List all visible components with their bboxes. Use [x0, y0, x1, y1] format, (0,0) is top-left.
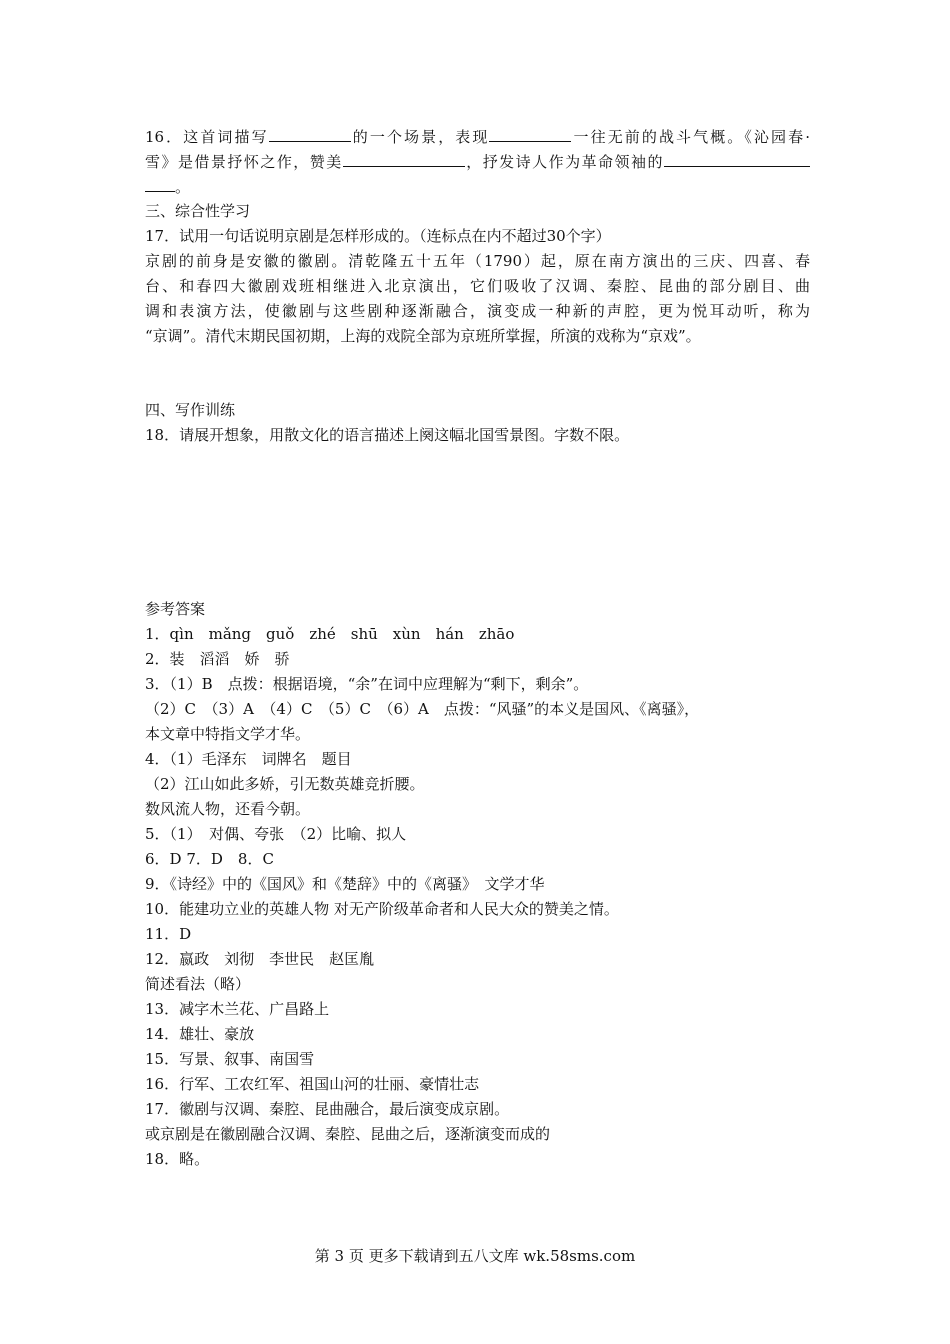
answer-line: 2．装 滔滔 娇 骄: [145, 650, 290, 668]
q17-passage-line: 台、和春四大徽剧戏班相继进入北京演出，它们吸收了汉调、秦腔、昆曲的部分剧目、曲: [145, 277, 810, 295]
q17-passage-line: 调和表演方法，使徽剧与这些剧种逐渐融合，演变成一种新的声腔，更为悦耳动听，称为: [145, 302, 810, 320]
question-16: [145, 124, 810, 199]
blank-praise: [343, 149, 465, 167]
answer-line: 4．（1）毛泽东 词牌名 题目: [145, 750, 352, 768]
q17-question: 17．试用一句话说明京剧是怎样形成的。（连标点在内不超过30个字）: [145, 227, 611, 245]
q16-line-3: 。: [145, 174, 810, 199]
section-4-heading: 四、写作训练: [145, 401, 236, 419]
blank-spirit: [489, 124, 571, 142]
section-4: [145, 398, 810, 448]
answer-line: 11．D: [145, 925, 192, 943]
q18-question: 18．请展开想象，用散文化的语言描述上阕这幅北国雪景图。字数不限。: [145, 426, 630, 444]
blank-feeling: [664, 149, 810, 167]
answer-line: 10．能建功立业的英雄人物 对无产阶级革命者和人民大众的赞美之情。: [145, 900, 619, 918]
answer-line: 数风流人物，还看今朝。: [145, 800, 311, 818]
answers-section: [145, 597, 810, 1172]
answer-line: 16．行军、工农红军、祖国山河的壮丽、豪情壮志: [145, 1075, 480, 1093]
blank-scene: [269, 124, 351, 142]
answers-heading: 参考答案: [145, 600, 206, 618]
answer-line: 13．减字木兰花、广昌路上: [145, 1000, 330, 1018]
section-3: [145, 199, 810, 349]
answer-line: 18．略。: [145, 1150, 210, 1168]
answer-line: 14．雄壮、豪放: [145, 1025, 255, 1043]
section-3-heading: 三、综合性学习: [145, 202, 251, 220]
answer-line: 12．嬴政 刘彻 李世民 赵匡胤: [145, 950, 375, 968]
answer-line: 5．（1） 对偶、夸张 （2）比喻、拟人: [145, 825, 407, 843]
page-footer: 第 3 页 更多下载请到五八文库 wk.58sms.com: [314, 1247, 636, 1265]
answer-line: （2）C （3）A （4）C （5）C （6）A 点拨：“风骚”的本义是国风、《离骚》，: [145, 700, 700, 718]
answer-line: 3．（1）B 点拨：根据语境，“余”在词中应理解为“剩下，剩余”。: [145, 675, 589, 693]
q16-line-1: 16．这首词描写 的一个场景，表现 一往无前的战斗气概。《沁园春·: [145, 124, 810, 149]
q17-passage-line: 京剧的前身是安徽的徽剧。清乾隆五十五年（1790）起，原在南方演出的三庆、四喜、春: [145, 252, 810, 270]
answer-line: （2）江山如此多娇，引无数英雄竞折腰。: [145, 775, 425, 793]
answer-line: 9．《诗经》中的《国风》和《楚辞》中的《离骚》 文学才华: [145, 875, 545, 893]
answer-line: 或京剧是在徽剧融合汉调、秦腔、昆曲之后，逐渐演变而成的: [145, 1125, 551, 1143]
blank-feeling-cont: [145, 174, 175, 192]
answer-line: 6．D 7．D 8．C: [145, 850, 274, 868]
answer-line: 15．写景、叙事、南国雪: [145, 1050, 315, 1068]
answer-line: 本文章中特指文学才华。: [145, 725, 311, 743]
q16-line-2: 雪》是借景抒怀之作，赞美 ，抒发诗人作为革命领袖的: [145, 149, 810, 174]
q17-passage-line: “京调”。清代末期民国初期，上海的戏院全部为京班所掌握，所演的戏称为“京戏”。: [145, 327, 701, 345]
answer-line: 简述看法（略）: [145, 975, 251, 993]
answer-line: 17．徽剧与汉调、秦腔、昆曲融合，最后演变成京剧。: [145, 1100, 510, 1118]
answer-line: 1．qìn mǎng guǒ zhé shū xùn hán zhāo: [145, 625, 515, 643]
